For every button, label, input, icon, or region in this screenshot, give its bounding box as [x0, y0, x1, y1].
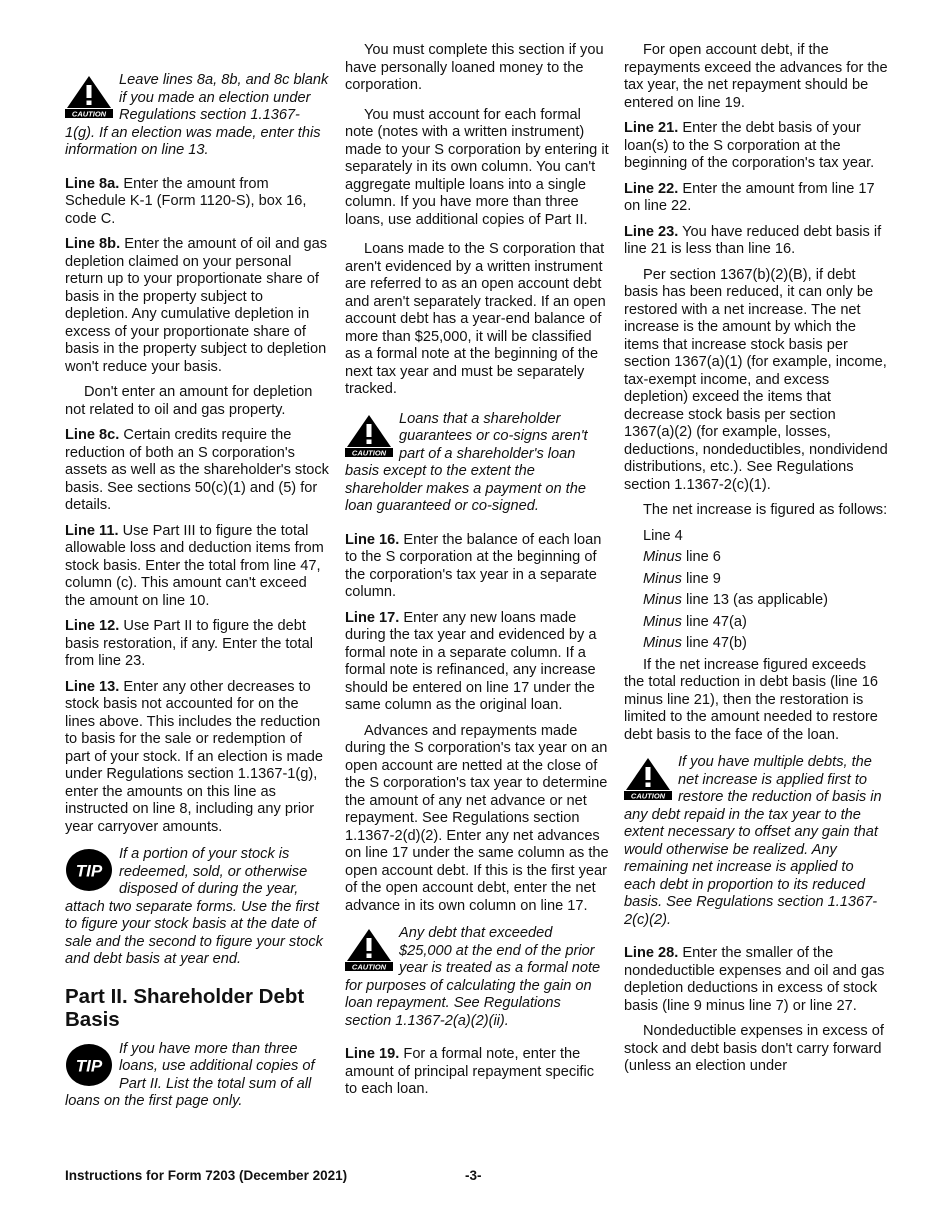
svg-text:CAUTION: CAUTION — [351, 447, 387, 457]
line-21-paragraph — [624, 120, 888, 173]
caution-callout — [65, 72, 329, 160]
line-22-text: Enter the amount from line 17 on line 22. — [624, 180, 875, 214]
line-21-text: Enter the debt basis of your loan(s) to the S corporation at the beginning of the corporation's tax year. — [624, 120, 875, 171]
line-11-paragraph — [65, 523, 329, 611]
caution-callout — [345, 411, 609, 516]
column-2 — [345, 42, 609, 1107]
line-17-text: Enter any new loans made during the tax year and evidenced by a formal note in a separate column. If a formal note is refinanced, any increase should be entered on line 17 under the same column as the original loan. — [345, 609, 597, 713]
line-11-label: Line 11. — [65, 522, 119, 539]
line-22-label: Line 22. — [624, 180, 679, 197]
caution-text: If you have multiple debts, the net increase is applied first to restore the reduction of basis in any debt repaid in the tax year to the extent necessary to offset any gain that would otherwise be realized. Any remaining net increase is applied to each debt in proportion to its reduced basis. See Regulations section 1.1367-2(c)(2). — [624, 754, 882, 928]
line-8a-paragraph — [65, 176, 329, 229]
line-8b-paragraph — [65, 236, 329, 376]
caution-icon — [345, 927, 393, 971]
paragraph: You must complete this section if you have personally loaned money to the corporation. — [345, 42, 604, 93]
net-increase-list — [624, 528, 888, 653]
paragraph: Loans made to the S corporation that aren't evidenced by a written instrument are referred to as an open account debt and aren't separately tracked. If an open account debt has a year-end balance of more than $25,000, it will be classified as a formal note at the beginning of the next tax year and must be separately tracked. — [345, 241, 606, 397]
list-item — [643, 635, 888, 653]
line-8b-label: Line 8b. — [65, 236, 121, 252]
svg-text:TIP: TIP — [75, 1056, 103, 1075]
svg-text:TIP: TIP — [75, 861, 103, 881]
caution-icon — [624, 756, 672, 800]
list-item-prefix: Minus — [643, 613, 682, 630]
list-item — [643, 528, 888, 546]
line-23-paragraph — [624, 224, 888, 259]
list-item-text: line 9 — [681, 570, 721, 587]
line-8a-text: Enter the amount from Schedule K-1 (Form 1120-S), box 16, code C. — [65, 175, 307, 227]
line-8c-paragraph — [65, 427, 329, 515]
line-13-label: Line 13. — [65, 678, 120, 695]
line-12-label: Line 12. — [65, 618, 120, 634]
tip-text: If you have more than three loans, use additional copies of Part II. List the total sum of all loans on the first page only. — [65, 1040, 315, 1109]
line-12-text: Use Part II to figure the debt basis restoration, if any. Enter the total from line 23. — [65, 618, 313, 669]
line-11-text: Use Part III to figure the total allowable loss and deduction items from stock basis. Enter the total from line 47, column (c). This amount can't exceed the amount on line 10. — [65, 522, 324, 609]
tip-icon — [65, 1043, 113, 1087]
column-1 — [65, 42, 329, 1127]
caution-text: Leave lines 8a, 8b, and 8c blank if you made an election under Regulations section 1.1367-1(g). If an election was made, enter this information on line 13. — [65, 72, 329, 158]
line-12-paragraph — [65, 618, 329, 671]
line-8a-label: Line 8a. — [65, 175, 120, 192]
caution-icon — [65, 74, 113, 118]
list-item-text: line 47(a) — [681, 613, 747, 630]
paragraph: For open account debt, if the repayments exceed the advances for the tax year, the net repayment should be entered on line 19. — [624, 42, 888, 111]
list-item — [643, 614, 888, 632]
line-13-paragraph — [65, 679, 329, 837]
line-21-label: Line 21. — [624, 120, 679, 136]
line-8b-text: Enter the amount of oil and gas depletion claimed on your personal return up to your proportionate share of basis in the property subject to depletion. Any cumulative depletion in excess of your proportionate share of basis in the property subject to depletion won't reduce your basis. — [65, 236, 328, 375]
line-8c-label: Line 8c. — [65, 427, 120, 443]
list-item-text: Line 4 — [643, 527, 683, 544]
list-item-prefix: Minus — [643, 592, 682, 608]
tip-icon — [65, 848, 113, 892]
tip-text: If a portion of your stock is redeemed, sold, or otherwise disposed of during the year, attach two separate forms. Use the first to figure your stock basis at the date of sale and the second to figure your stock and debt basis at year end. — [65, 846, 323, 967]
line-17-paragraph — [345, 610, 609, 715]
list-item — [643, 592, 888, 610]
svg-text:CAUTION: CAUTION — [71, 109, 107, 118]
caution-text: Any debt that exceeded $25,000 at the end of the prior year is treated as a formal note for purposes of calculating the gain on loan repayment. See Regulations section 1.1367-2(a)(2)(ii). — [345, 925, 601, 1029]
tip-callout — [65, 846, 329, 969]
list-item-prefix: Minus — [643, 549, 682, 565]
line-22-paragraph — [624, 181, 888, 216]
depletion-paragraph: Don't enter an amount for depletion not related to oil and gas property. — [65, 384, 313, 418]
column-3 — [624, 42, 888, 1084]
line-16-paragraph — [345, 532, 609, 602]
advances-paragraph: Advances and repayments made during the S corporation's tax year on an open account are netted at the close of the S corporation's tax year to determine the amount of any net advance or net repayment. See Regulations section 1.1367-2(d)(2). Enter any net advances on line 17 under the same column as the open account debt. If this is the first year of the open account debt, enter the net advance in its own column on line 17. — [345, 722, 609, 914]
line-8c-text: Certain credits require the reduction of both an S corporation's assets as well as the shareholder's stock basis. See sections 50(c)(1) and (5) for details. — [65, 427, 329, 513]
paragraph: Per section 1367(b)(2)(B), if debt basis has been reduced, it can only be restored with a net increase. The net increase is the amount by which the items that increase stock basis per section 1367(a)(1) (for example, income, tax-exempt income, and excess depletion) exceed the items that decrease stock basis per section 1367(a)(2) (for example, losses, deductions, nondeductibles, nondividend distributions, etc.). See Regulations section 1.1367-2(c)(1). — [624, 266, 888, 493]
page-number: -3- — [465, 1168, 482, 1183]
caution-callout — [624, 754, 888, 929]
line-19-text: For a formal note, enter the amount of principal repayment specific to each loan. — [345, 1046, 595, 1097]
line-23-text: You have reduced debt basis if line 21 is less than line 16. — [624, 223, 882, 257]
line-16-label: Line 16. — [345, 531, 400, 548]
line-17-label: Line 17. — [345, 609, 400, 626]
line-13-text: Enter any other decreases to stock basis not accounted for on the lines above. This includes the reduction to basis for the sale or redemption of part of your stock. If an election is made under Regulations section 1.1367-1(g), enter the amounts on this line as instructed on line 8, including any prior year carryover amounts. — [65, 678, 323, 835]
caution-text: Loans that a shareholder guarantees or co-signs aren't part of a shareholder's loan basis except to the extent the shareholder makes a payment on the loan guaranteed or co-signed. — [345, 410, 588, 514]
list-item-text: line 13 (as applicable) — [681, 592, 828, 608]
footer-title: Instructions for Form 7203 (December 2021) — [65, 1168, 348, 1183]
list-item-prefix: Minus — [643, 635, 682, 651]
paragraph: You must account for each formal note (notes with a written instrument) made to your S corporation by entering it separately in its own column. You can't aggregate multiple loans into a single column. If you have more than three loans, use additional copies of Part II. — [345, 106, 609, 228]
svg-text:CAUTION: CAUTION — [630, 791, 666, 800]
line-23-label: Line 23. — [624, 223, 679, 240]
line-28-label: Line 28. — [624, 945, 679, 961]
tip-callout — [65, 1041, 329, 1111]
paragraph: If the net increase figured exceeds the total reduction in debt basis (line 16 minus line 21), then the restoration is limited to the amount needed to restore debt basis to the face of the loan. — [624, 656, 878, 743]
line-28-text: Enter the smaller of the nondeductible expenses and oil and gas depletion deductions in excess of stock basis (line 9 minus line 7) or line 27. — [624, 945, 885, 1014]
list-item-text: line 6 — [681, 549, 721, 565]
line-16-text: Enter the balance of each loan to the S corporation at the beginning of the corporation's tax year in a separate column. — [345, 531, 602, 600]
list-item — [643, 549, 888, 567]
line-28-paragraph — [624, 945, 888, 1015]
list-item-prefix: Minus — [643, 570, 682, 587]
paragraph: Nondeductible expenses in excess of stock and debt basis don't carry forward (unless an election under — [624, 1023, 884, 1074]
list-item-text: line 47(b) — [681, 635, 747, 651]
line-19-paragraph — [345, 1046, 609, 1099]
part-2-heading: Part II. Shareholder Debt Basis — [65, 984, 305, 1031]
svg-text:CAUTION: CAUTION — [351, 962, 387, 971]
line-19-label: Line 19. — [345, 1046, 400, 1062]
caution-icon — [345, 413, 393, 457]
list-item — [643, 571, 888, 589]
caution-callout — [345, 925, 609, 1030]
paragraph: The net increase is figured as follows: — [643, 502, 888, 518]
